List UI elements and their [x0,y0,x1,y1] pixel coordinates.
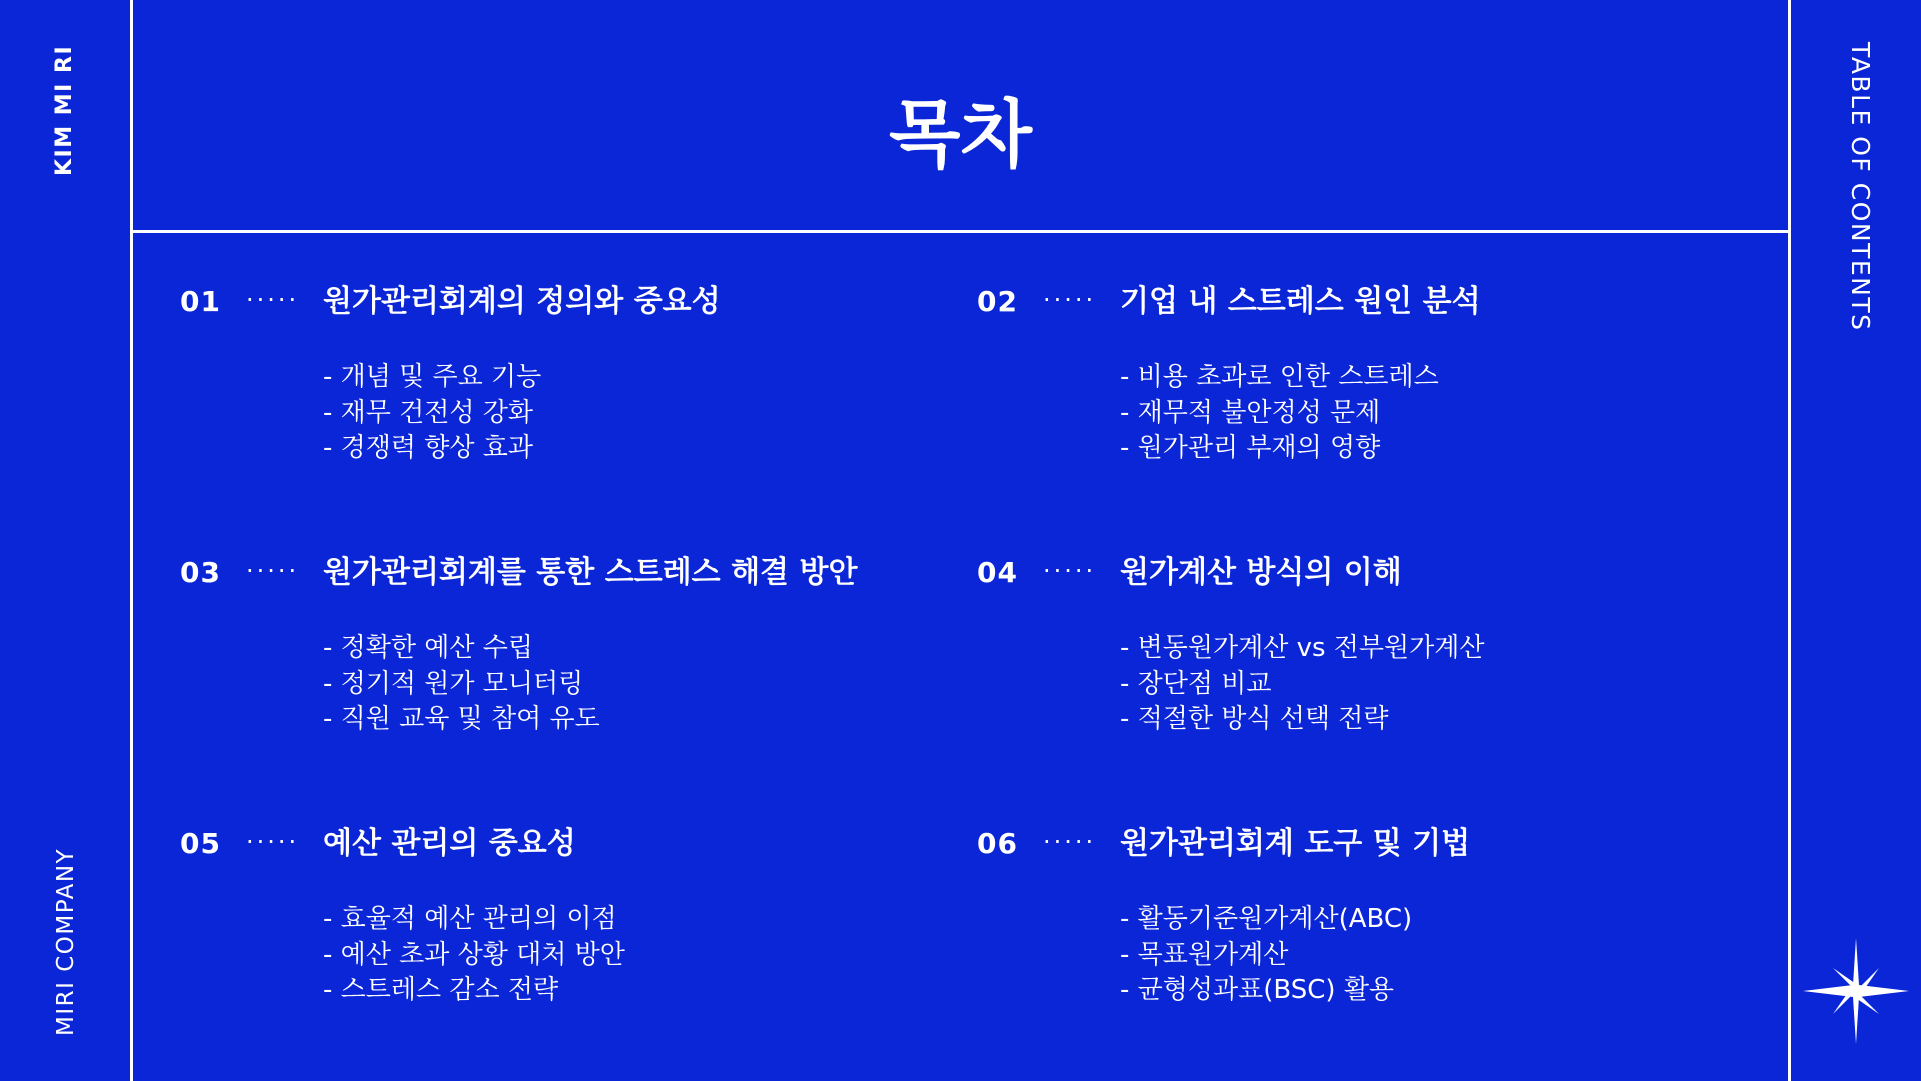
list-item: - 개념 및 주요 기능 [323,362,542,392]
list-item: - 활동기준원가계산(ABC) [1120,904,1413,934]
section-number: 02 [977,285,1018,318]
side-label: TABLE OF CONTENTS [1846,42,1875,332]
section-title: 예산 관리의 중요성 [323,826,576,861]
list-item: - 목표원가계산 [1120,939,1289,970]
section-items [1120,902,1412,1009]
list-item: - 효율적 예산 관리의 이점 [323,904,617,934]
list-item: - 균형성과표(BSC) 활용 [1120,975,1395,1005]
section-number: 06 [977,827,1018,860]
toc-section-02[interactable] [977,280,1737,520]
list-item: - 정기적 원가 모니터링 [323,668,584,699]
leader-dots: ····· [246,286,300,314]
toc-section-03[interactable] [180,551,940,791]
company-name: MIRI COMPANY [53,847,79,1036]
leader-dots: ····· [246,557,300,585]
section-number: 04 [977,556,1018,589]
sparkle-star-icon [1803,938,1909,1044]
leader-dots: ····· [1043,286,1097,314]
leader-dots: ····· [1043,557,1097,585]
section-number: 03 [180,556,221,589]
title-divider-line [130,230,1791,233]
section-title: 원가관리회계를 통한 스트레스 해결 방안 [323,555,858,590]
brand-name: KIM MI RI [52,44,77,176]
list-item: - 재무 건전성 강화 [323,397,533,428]
list-item: - 장단점 비교 [1120,668,1272,699]
section-number: 05 [180,827,221,860]
list-item: - 직원 교육 및 참여 유도 [323,704,600,734]
section-title: 원가관리회계의 정의와 중요성 [323,284,721,319]
leader-dots: ····· [1043,828,1097,856]
list-item: - 변동원가계산 vs 전부원가계산 [1120,633,1485,663]
list-item: - 비용 초과로 인한 스트레스 [1120,362,1439,392]
section-items [323,631,600,738]
list-item: - 경쟁력 향상 효과 [323,433,533,463]
toc-section-05[interactable] [180,822,940,1062]
section-title: 기업 내 스트레스 원인 분석 [1120,284,1481,319]
toc-section-01[interactable] [180,280,940,520]
list-item: - 적절한 방식 선택 전략 [1120,704,1389,734]
list-item: - 원가관리 부재의 영향 [1120,433,1381,463]
section-title: 원가관리회계 도구 및 기법 [1120,826,1471,861]
list-item: - 정확한 예산 수립 [323,633,533,663]
section-items [1120,360,1439,467]
toc-section-04[interactable] [977,551,1737,791]
list-item: - 스트레스 감소 전략 [323,975,559,1005]
toc-section-06[interactable] [977,822,1737,1062]
list-item: - 예산 초과 상황 대처 방안 [323,939,625,970]
section-items [323,360,541,467]
section-items [1120,631,1485,738]
leader-dots: ····· [246,828,300,856]
page-title: 목차 [889,92,1032,178]
section-number: 01 [180,285,221,318]
section-items [323,902,625,1009]
list-item: - 재무적 불안정성 문제 [1120,397,1381,428]
section-title: 원가계산 방식의 이해 [1120,555,1402,590]
